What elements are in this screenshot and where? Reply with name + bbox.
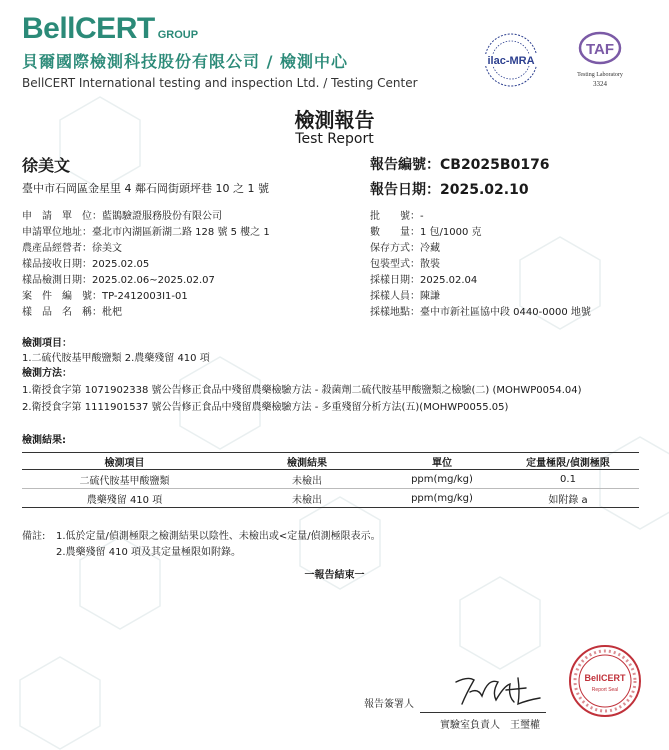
- client-name: 徐美文: [22, 156, 71, 175]
- seal-subtext: Report Seal: [591, 687, 619, 693]
- sample-info-left: [22, 209, 270, 321]
- cell-result: 未檢出: [227, 470, 387, 489]
- info-sampling-location: 採樣地點：臺中市新社區協中段 0440-0000 地號: [370, 307, 591, 318]
- header-limit: 定量極限/偵測極限: [497, 453, 639, 470]
- company-logo: [22, 12, 198, 46]
- client-address: 臺中市石岡區金星里 4 鄰石岡街頭坪巷 10 之 1 號: [22, 182, 269, 195]
- signatory-label: 報告簽署人: [364, 699, 414, 710]
- report-title-en: Test Report: [295, 131, 374, 147]
- taf-subtitle: Testing Laboratory: [577, 72, 623, 78]
- seal-text: BellCERT: [584, 673, 626, 683]
- taf-label: TAF: [585, 41, 615, 58]
- cell-limit: 如附錄 a: [497, 489, 639, 508]
- report-date: 報告日期：2025.02.10: [370, 182, 529, 198]
- table-header-row: [22, 453, 639, 470]
- taf-logo: [560, 30, 640, 94]
- table-row: [22, 470, 639, 489]
- info-receipt-date: 樣品接收日期：2025.02.05: [22, 259, 150, 270]
- info-sampler: 採樣人員：陳謙: [370, 291, 440, 302]
- header-result: 檢測結果: [227, 453, 387, 470]
- note-1: 1.低於定量/偵測極限之檢測結果以陰性、未檢出或<定量/偵測極限表示。: [56, 531, 381, 542]
- notes-label: 備註:: [22, 531, 46, 542]
- info-quantity: 數 量：1 包/1000 克: [370, 227, 482, 238]
- info-operator: 農產品經營者：徐美文: [22, 243, 122, 254]
- ilac-mra-logo: [478, 30, 544, 90]
- report-seal-stamp: [567, 643, 643, 719]
- logo-group-suffix: GROUP: [157, 29, 199, 41]
- info-test-date: 樣品檢測日期：2025.02.06~2025.02.07: [22, 275, 215, 286]
- cell-test-item: 農藥殘留 410 項: [22, 489, 227, 508]
- report-title-cn: 檢測報告: [294, 108, 375, 132]
- info-packaging: 包裝型式：散裝: [370, 259, 440, 270]
- info-sample-name: 樣 品 名 稱：枇杷: [22, 307, 122, 318]
- logo-wordmark: BellCERT: [22, 12, 155, 45]
- cell-unit: ppm(mg/kg): [387, 470, 497, 489]
- report-end-marker: 一報告結束一: [304, 570, 365, 581]
- info-batch: 批 號：-: [370, 211, 424, 222]
- methods-label: 檢測方法：: [22, 368, 72, 379]
- info-applicant: 申 請 單 位：藍鵲驗證服務股份有限公司: [22, 211, 222, 222]
- lab-manager: 實驗室負責人 王璽權: [440, 720, 540, 731]
- header-test-item: 檢測項目: [22, 453, 227, 470]
- cell-limit: 0.1: [497, 470, 639, 489]
- report-number: 報告編號：CB2025B0176: [370, 157, 550, 173]
- test-items-label: 檢測項目：: [22, 338, 72, 349]
- company-name-en: BellCERT International testing and inspection Ltd. / Testing Center: [22, 76, 418, 90]
- cell-unit: ppm(mg/kg): [387, 489, 497, 508]
- ilac-label: ilac-MRA: [487, 55, 535, 67]
- table-row: [22, 489, 639, 508]
- cell-result: 未檢出: [227, 489, 387, 508]
- header-unit: 單位: [387, 453, 497, 470]
- company-name-cn: 貝爾國際檢測科技股份有限公司 / 檢測中心: [22, 52, 348, 71]
- info-case-number: 案 件 編 號：TP-2412003I1-01: [22, 291, 188, 302]
- method-1: 1.衛授食字第 1071902338 號公告修正食品中殘留農藥檢驗方法 - 殺菌劑二硫代胺基甲酸鹽類之檢驗(二) (MOHWP0054.04): [22, 385, 582, 396]
- info-storage: 保存方式：冷藏: [370, 243, 440, 254]
- results-label: 檢測結果:: [22, 435, 66, 446]
- info-sampling-date: 採樣日期：2025.02.04: [370, 275, 478, 286]
- info-applicant-address: 申請單位地址：臺北市內湖區新湖二路 128 號 5 樓之 1: [22, 227, 270, 238]
- method-2: 2.衛授食字第 1111901537 號公告修正食品中殘留農藥檢驗方法 - 多重殘留分析方法(五)(MOHWP0055.05): [22, 402, 509, 413]
- taf-number: 3324: [593, 80, 607, 88]
- results-table: [22, 452, 639, 508]
- note-2: 2.農藥殘留 410 項及其定量極限如附錄。: [56, 547, 241, 558]
- handwritten-signature: [448, 670, 548, 710]
- cell-test-item: 二硫代胺基甲酸鹽類: [22, 470, 227, 489]
- signature-line: [420, 712, 546, 713]
- test-items: 1.二硫代胺基甲酸鹽類 2.農藥殘留 410 項: [22, 353, 210, 364]
- sample-info-right: [370, 209, 591, 321]
